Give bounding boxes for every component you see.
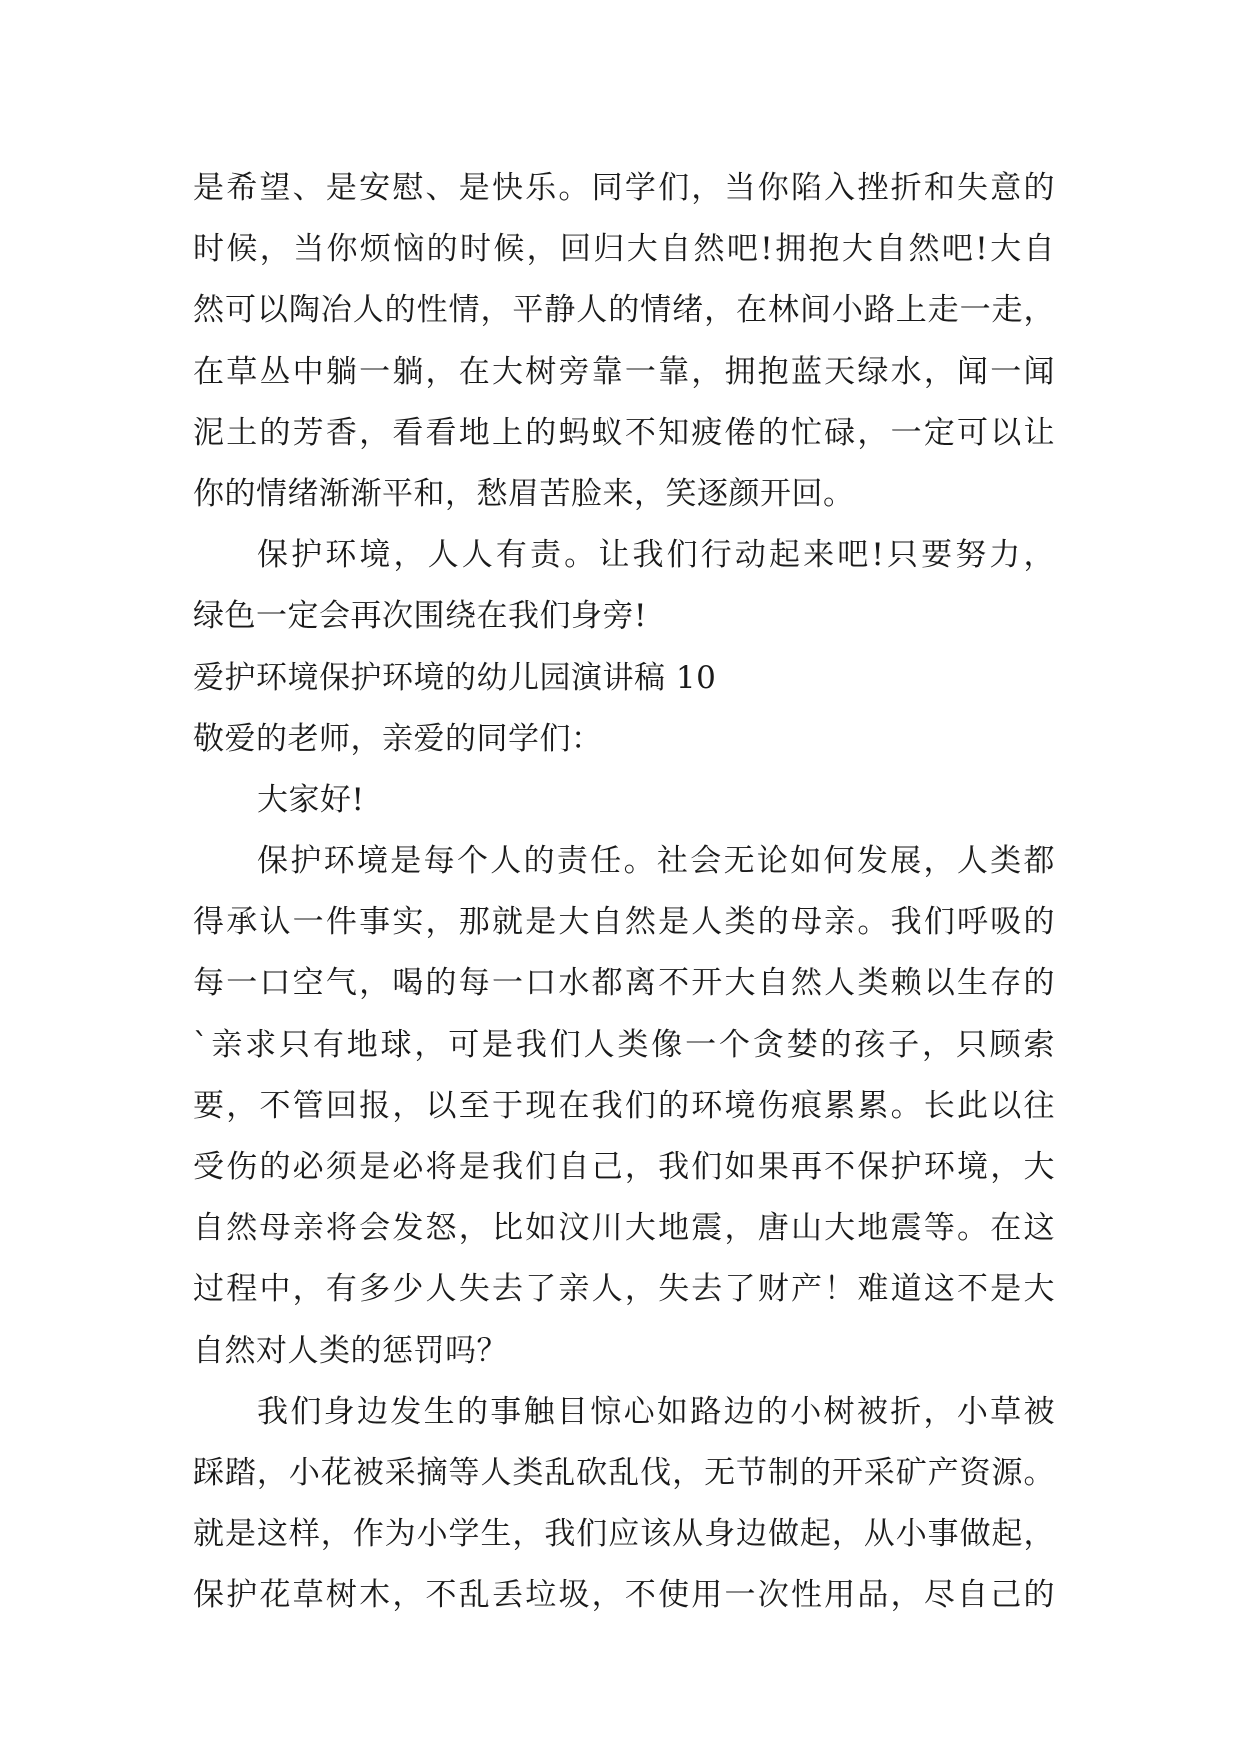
text-line: 爱护环境保护环境的幼儿园演讲稿 10 — [193, 659, 717, 696]
text-line: 每一口空气，喝的每一口水都离不开大自然人类赖以生存的 — [193, 965, 1055, 1002]
document-body — [193, 158, 1055, 1627]
text-line: 绿色一定会再次围绕在我们身旁! — [193, 598, 647, 635]
text-line: 得承认一件事实，那就是大自然是人类的母亲。我们呼吸的 — [193, 904, 1055, 941]
text-line: 保护环境是每个人的责任。社会无论如何发展，人类都 — [257, 843, 1055, 880]
text-line: 敬爱的老师，亲爱的同学们： — [193, 720, 603, 757]
text-line: 时候，当你烦恼的时候，回归大自然吧!拥抱大自然吧!大自 — [193, 231, 1055, 268]
text-line: 踩踏，小花被采摘等人类乱砍乱伐，无节制的开采矿产资源。 — [193, 1454, 1055, 1491]
text-line: 然可以陶冶人的性情，平静人的情绪，在林间小路上走一走， — [193, 292, 1055, 329]
text-line: 大家好! — [257, 781, 365, 818]
text-line: 自然对人类的惩罚吗？ — [193, 1332, 508, 1369]
text-line: `亲求只有地球，可是我们人类像一个贪婪的孩子，只顾索 — [193, 1026, 1055, 1063]
text-line: 你的情绪渐渐平和，愁眉苦脸来，笑逐颜开回。 — [193, 475, 855, 512]
text-line: 是希望、是安慰、是快乐。同学们，当你陷入挫折和失意的 — [193, 170, 1055, 206]
text-line: 过程中，有多少人失去了亲人，失去了财产！难道这不是大 — [193, 1271, 1055, 1308]
text-line: 保护花草树木，不乱丢垃圾，不使用一次性用品，尽自己的 — [193, 1577, 1055, 1614]
text-line: 我们身边发生的事触目惊心如路边的小树被折，小草被 — [257, 1393, 1055, 1430]
text-line: 就是这样，作为小学生，我们应该从身边做起，从小事做起， — [193, 1516, 1055, 1553]
text-line: 受伤的必须是必将是我们自己，我们如果再不保护环境，大 — [193, 1149, 1055, 1185]
text-line: 要，不管回报，以至于现在我们的环境伤痕累累。长此以往 — [193, 1087, 1055, 1124]
text-line: 保护环境，人人有责。让我们行动起来吧!只要努力， — [257, 537, 1055, 574]
text-line: 在草丛中躺一躺，在大树旁靠一靠，拥抱蓝天绿水，闻一闻 — [193, 353, 1055, 390]
text-line: 自然母亲将会发怒，比如汶川大地震，唐山大地震等。在这 — [193, 1210, 1055, 1247]
text-line: 泥土的芳香，看看地上的蚂蚁不知疲倦的忙碌，一定可以让 — [193, 414, 1055, 451]
